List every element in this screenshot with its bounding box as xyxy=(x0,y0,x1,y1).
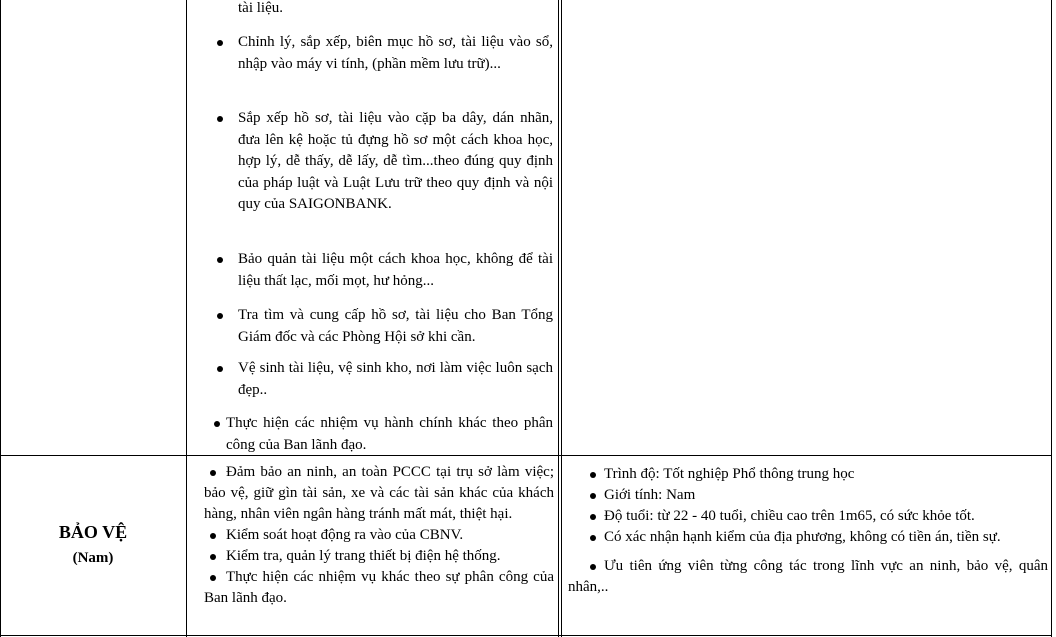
bullet-icon xyxy=(217,40,223,46)
guard-duty-item: Kiểm tra, quản lý trang thiết bị điện hệ thống. xyxy=(204,546,554,567)
duty-item: Bảo quản tài liệu một cách khoa học, không để tài liệu thất lạc, mối mọt, hư hỏng... xyxy=(238,251,553,289)
position-title: BẢO VỆ xyxy=(58,522,128,542)
duty-item: Vệ sinh tài liệu, vệ sinh kho, nơi làm việc luôn sạch đẹp.. xyxy=(238,360,553,398)
bullet-icon xyxy=(210,470,216,476)
bullet-icon xyxy=(590,493,596,499)
table-bottom-border xyxy=(0,635,1052,636)
guard-requirements xyxy=(568,464,1048,598)
bullet-icon xyxy=(210,554,216,560)
bullet-icon xyxy=(210,575,216,581)
bullet-icon xyxy=(217,313,223,319)
guard-duty-item: Đảm bảo an ninh, an toàn PCCC tại trụ sở làm việc; bảo vệ, giữ gìn tài sản, xe và các tài sản khác của khách hàng, nhân viên ngân hàng tránh mất mát, thiệt hại. xyxy=(204,464,554,522)
position-subtitle: (Nam) xyxy=(72,550,114,566)
column-divider-2b xyxy=(561,0,562,637)
bullet-icon xyxy=(590,472,596,478)
guard-duty-item: Thực hiện các nhiệm vụ khác theo sự phân công của Ban lãnh đạo. xyxy=(204,569,554,606)
bullet-icon xyxy=(217,116,223,122)
requirement-item: Giới tính: Nam xyxy=(568,485,1048,506)
bullet-icon xyxy=(590,535,596,541)
duty-item: Sắp xếp hồ sơ, tài liệu vào cặp ba dây, dán nhãn, đưa lên kệ hoặc tủ đựng hồ sơ một cách khoa học, hợp lý, dễ thấy, dễ lấy, dễ tìm...theo đúng quy định của pháp luật và Luật Lưu trữ theo quy định và nội quy của SAIGONBANK. xyxy=(238,110,553,212)
guard-duty-item: Kiểm soát hoạt động ra vào của CBNV. xyxy=(204,525,554,546)
bullet-icon xyxy=(214,421,220,427)
duty-continuation: tài liệu. xyxy=(238,0,283,16)
bullet-icon xyxy=(210,533,216,539)
bullet-icon xyxy=(590,514,596,520)
bullet-icon xyxy=(217,257,223,263)
guard-duties xyxy=(204,462,554,609)
duty-item: Chỉnh lý, sắp xếp, biên mục hồ sơ, tài liệu vào sổ, nhập vào máy vi tính, (phần mềm lưu trữ)... xyxy=(238,34,553,72)
bullet-icon xyxy=(590,564,596,570)
requirement-item: Trình độ: Tốt nghiệp Phổ thông trung học xyxy=(568,464,1048,485)
duty-item xyxy=(226,413,553,456)
requirement-item: Ưu tiên ứng viên từng công tác trong lĩnh vực an ninh, bảo vệ, quân nhân,.. xyxy=(568,558,1048,595)
bullet-icon xyxy=(217,366,223,372)
duty-item: Tra tìm và cung cấp hồ sơ, tài liệu cho Ban Tổng Giám đốc và các Phòng Hội sở khi cần. xyxy=(238,307,553,345)
column-divider-1 xyxy=(186,0,187,637)
duty-item-last-text: Thực hiện các nhiệm vụ hành chính khác theo phân công của Ban lãnh đạo. xyxy=(226,415,553,453)
requirement-item: Có xác nhận hạnh kiểm của địa phương, không có tiền án, tiền sự. xyxy=(568,527,1048,548)
table-right-border xyxy=(1051,0,1052,637)
requirement-item: Độ tuổi: từ 22 - 40 tuổi, chiều cao trên 1m65, có sức khỏe tốt. xyxy=(568,506,1048,527)
column-divider-2a xyxy=(558,0,559,637)
